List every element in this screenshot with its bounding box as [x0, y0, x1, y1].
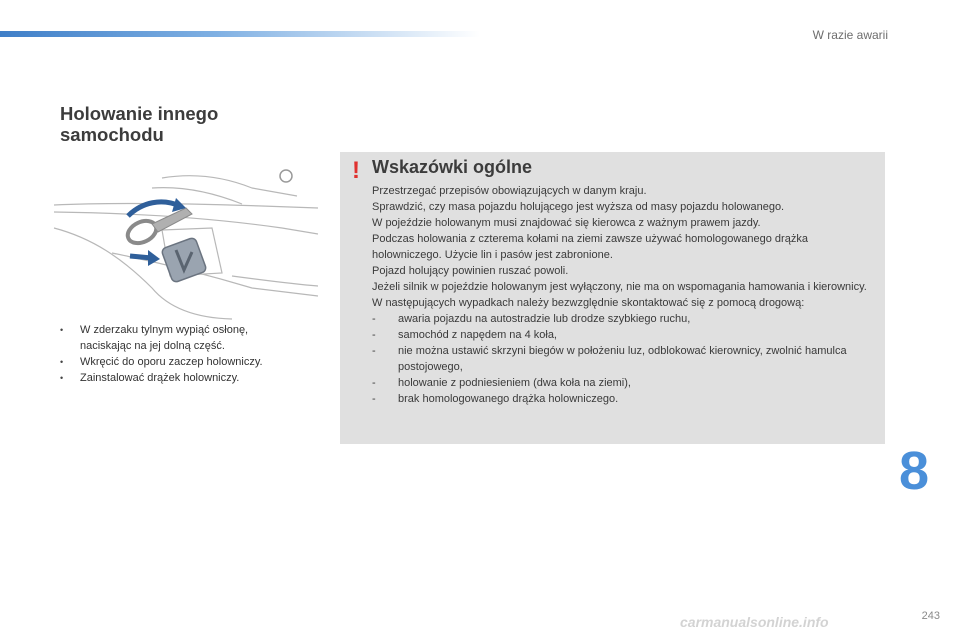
procedure-list: [60, 322, 320, 386]
procedure-step: [60, 370, 320, 386]
page-heading: [60, 103, 218, 145]
case-item: [372, 343, 872, 375]
step-marker-icon: •: [60, 357, 64, 367]
step-text: Wkręcić do oporu zaczep holowniczy.: [80, 356, 263, 368]
warning-paragraph: Jeżeli silnik w pojeździe holowanym jest wyłączony, nie ma on wspomagania hamowania i kierownicy.: [372, 281, 867, 293]
dash-marker: -: [372, 377, 376, 389]
page-heading-line-2: samochodu: [60, 124, 164, 145]
lower-trim: [232, 276, 318, 286]
case-text: nie można ustawić skrzyni biegów w położeniu luz, odblokować kierownicy, zwolnić hamulca postojowego,: [398, 345, 847, 373]
section-title: W razie awarii: [812, 28, 888, 42]
warning-paragraph: W następujących wypadkach należy bezwzględnie skontaktować się z pomocą drogową:: [372, 297, 805, 309]
case-text: brak homologowanego drążka holowniczego.: [398, 393, 619, 405]
warning-paragraph: Pojazd holujący powinien ruszać powoli.: [372, 265, 569, 277]
warning-paragraph: W pojeździe holowanym musi znajdować się kierowca z ważnym prawem jazdy.: [372, 217, 761, 229]
illustration-label: O: [282, 182, 283, 183]
roadside-assistance-cases: [372, 311, 872, 407]
watermark: carmanualsonline.info: [680, 614, 829, 630]
step-text: Zainstalować drążek holowniczy.: [80, 372, 240, 384]
case-item: [372, 375, 872, 391]
case-item: [372, 311, 872, 327]
warning-box: [340, 152, 885, 444]
body-line: [162, 176, 297, 196]
step-marker-icon: •: [60, 373, 64, 383]
case-item: [372, 327, 872, 343]
dash-marker: -: [372, 345, 376, 357]
case-item: [372, 391, 872, 407]
dash-marker: -: [372, 329, 376, 341]
dash-marker: -: [372, 393, 376, 405]
procedure-step: [60, 354, 320, 370]
warning-paragraph: Podczas holowania z czterema kołami na ziemi zawsze używać homologowanego drążka holowniczego. Użycie lin i pasów jest zabronione.: [372, 233, 808, 261]
dash-marker: -: [372, 313, 376, 325]
tow-hook-illustration: [52, 158, 320, 320]
case-text: holowanie z podniesieniem (dwa koła na ziemi),: [398, 377, 631, 389]
page-heading-line-1: Holowanie innego: [60, 103, 219, 124]
warning-paragraph: Przestrzegać przepisów obowiązujących w danym kraju.: [372, 185, 647, 197]
case-text: awaria pojazdu na autostradzie lub drodze szybkiego ruchu,: [398, 313, 691, 325]
header-accent-bar: [0, 31, 480, 37]
page-number: 243: [921, 610, 940, 622]
procedure-step: [60, 322, 320, 354]
cover-plate-icon: [161, 237, 207, 283]
warning-paragraph: Sprawdzić, czy masa pojazdu holującego jest wyższa od masy pojazdu holowanego.: [372, 201, 785, 213]
reference-circle: [280, 170, 292, 182]
warning-body: [372, 183, 872, 407]
step-marker-icon: •: [60, 325, 64, 335]
warning-icon: !: [352, 157, 360, 184]
step-text: W zderzaku tylnym wypiąć osłonę,: [80, 324, 249, 336]
case-text: samochód z napędem na 4 koła,: [398, 329, 557, 341]
step-text-continued: naciskając na jej dolną część.: [80, 340, 225, 352]
chapter-number: 8: [899, 441, 930, 501]
bumper-outline: [54, 203, 318, 208]
warning-title: Wskazówki ogólne: [372, 157, 533, 177]
